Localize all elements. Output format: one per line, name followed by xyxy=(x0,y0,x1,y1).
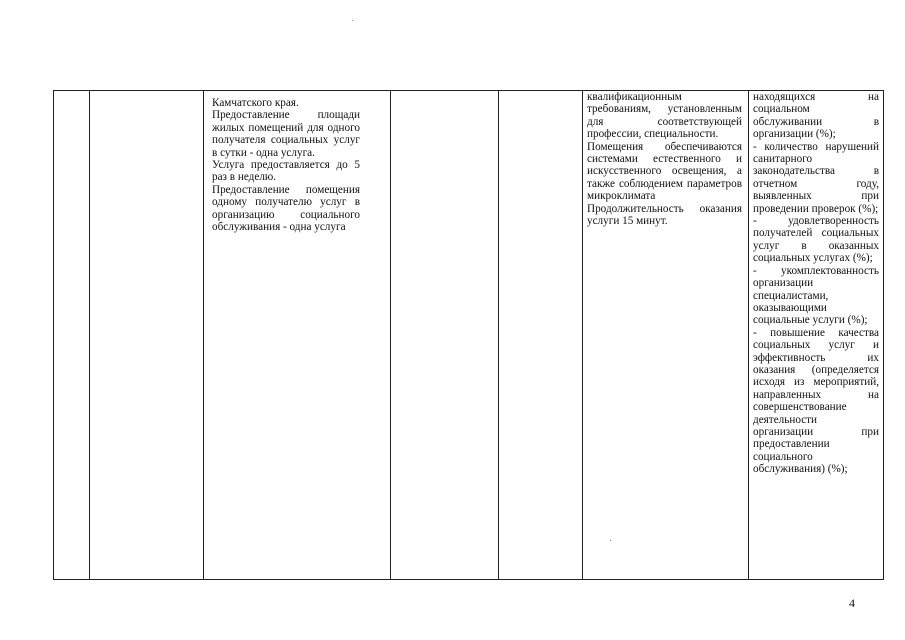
table-cell-1 xyxy=(54,91,90,580)
paragraph: Услуга предоставляется до 5 раз в неделю. xyxy=(212,159,360,184)
paragraph: Продолжительность оказания услуги 15 минут. xyxy=(587,202,742,228)
paragraph: Предоставление площади жилых помещений для одного получателя социальных услуг в сутки - одна услуга. xyxy=(212,109,360,159)
table-row xyxy=(54,91,884,580)
paragraph: - удовлетворенность получателей социальных услуг в оказанных социальных услугах (%); xyxy=(753,215,879,265)
paragraph: Помещения обеспечиваются системами естественного и искусственного освещения, а также соблюдением параметров микроклимата xyxy=(587,140,742,203)
table-cell-indicators xyxy=(749,91,884,580)
table-cell-service-description xyxy=(204,91,391,580)
paragraph: - укомплектованность организации специалистами, оказывающими социальные услуги (%); xyxy=(753,264,879,327)
table-cell-conditions xyxy=(583,91,749,580)
page-number: 4 xyxy=(849,596,855,610)
paragraph: находящихся на социальном обслуживании в организации (%); xyxy=(753,91,879,141)
scan-speck xyxy=(352,20,353,21)
table-cell-5 xyxy=(499,91,583,580)
paragraph: - повышение качества социальных услуг и эффективность их оказания (определяется исходя из мероприятий, направленных на совершенствование деятельности организации при предоставлении социального обслуживания) (%); xyxy=(753,326,879,476)
paragraph: - количество нарушений санитарного законодательства в отчетном году, выявленных при проведении проверок (%); xyxy=(753,140,879,215)
paragraph: Камчатского края. xyxy=(212,97,299,109)
table-cell-2 xyxy=(90,91,204,580)
table-cell-4 xyxy=(391,91,499,580)
paragraph: квалификационным требованиям, установленным для соответствующей профессии, специальности. xyxy=(587,91,742,141)
paragraph: Предоставление помещения одному получателю услуг в организацию социального обслуживания - одна услуга xyxy=(212,183,360,234)
services-table xyxy=(53,90,884,580)
